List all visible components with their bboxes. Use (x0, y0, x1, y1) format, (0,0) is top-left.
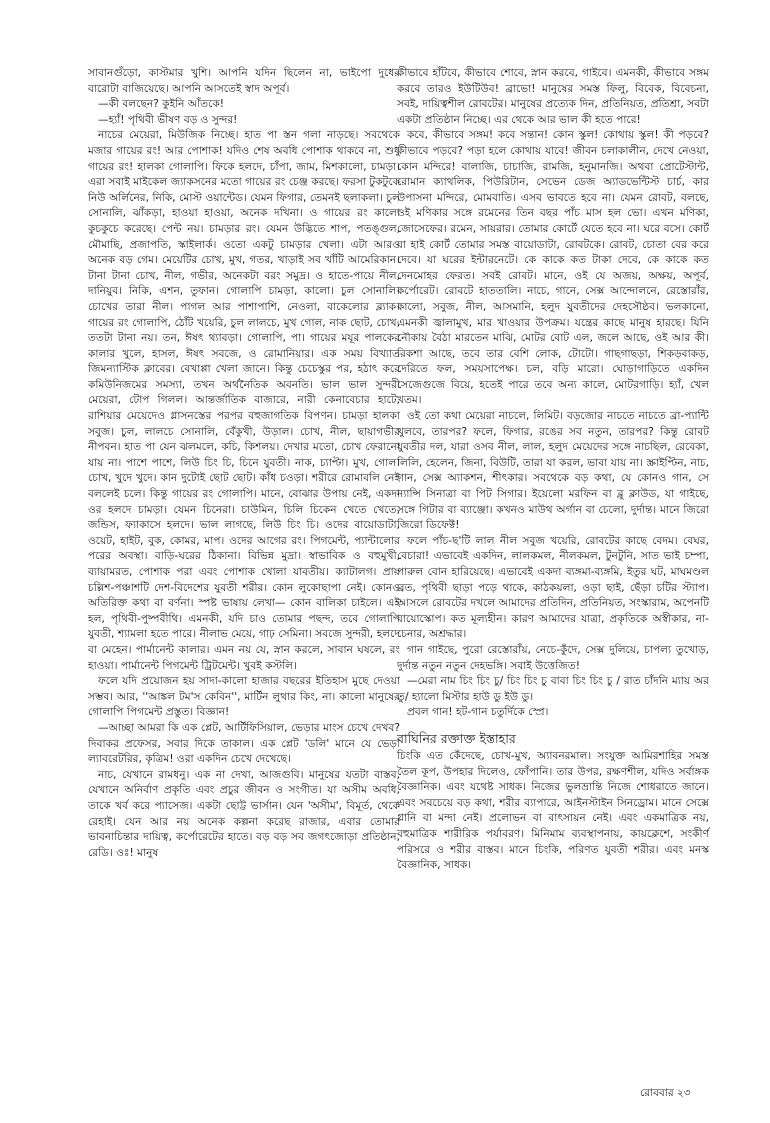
paragraph: গান গাইছে, পুরো রেস্তোরাঁয়, নেচে-কুঁদে, সেক্স দুলিয়ে, চাপল্য তুখোড়, দুর্দান্ত নতুন নতুন দেহভঙ্গি। সবাই উত্তেজিত! (397, 643, 709, 672)
left-column (88, 66, 400, 861)
paragraph: সাবানগুঁড়ো, কাস্টমার খুশি। আপনি যদিন ছিলেন না, ভাইপো দুধের বারোটা বাজিয়েছে। আপনি আসতেই স্বাদ অপূর্ব। (88, 67, 400, 95)
paragraph: চিংকি এত কেঁদেছে, চোখ-মুখ, অ্যাবনরমাল। সংযুক্ত আমিরশাহির সমস্ত তৈল কূপ, উপহার দিলেও, ফোঁপানি। তার উপর, রক্ষণশীল, যদিও সর্বাঙ্গক বৈজ্ঞানিক। এবং যথেষ্ট সাধক। নিজের ভুলভ্রান্তি নিজে শোধরাতে জানে। এবং সবচেয়ে বড় কথা, শরীর ব্যাপারে, আইনস্টাইন সিনড্রোম। মানে সেক্সে গ্লানি বা মন্দা নেই। প্রলোভন বা বাৎসায়ন নেই। এবং একমাত্রিক নয়, বহুমাত্রিক শারীরিক পর্যাবরণ। মিনিমাম ব্যবস্থাপনায়, কায়ক্লেশে, সংকীর্ণ পরিসরে ও শরীর বাস্তব। মানে চিংকি, পরিণত যুবতী শরীর। এবং মনস্ক বৈজ্ঞানিক, সাধক। (397, 749, 709, 872)
paragraph: প্রবল গান! হট-গান চতুর্দিকে স্প্রে। (407, 706, 549, 719)
right-column (397, 66, 709, 874)
section-heading: বাঘিনির রক্তাক্ত ইস্তাহার (397, 730, 516, 746)
paragraph: কবে, কীভাবে সঙ্গম! কবে সন্তান! কোন স্কুল! কোথায় স্কুল! কী পড়বে? কীভাবে পড়বে? পড়া হলে কোথায় যাবে! জীবন চলাকালীন, দেখে নেওয়া, কোন মন্দিরে! বালাজি, চাচাজি, রামজি, হনুমানজি। অথবা প্রোটেস্টান্ট, রোমান ক্যাথলিক, পিউরিটান, সেভেন ডেজ অ্যাডভেন্টিস্ট চার্চ, কার উপাসনা মন্দিরে, মোমবাতি। এসব ভাবতে হবে না। যেমন রোবট, বলছে, ওই মণিকার সঙ্গে রমেনের তিন বছর পাঁচ মাস হল ভো। এখন মণিকা, জোসেফের। রমেন, সায়রার। তোমার কোর্টে যেতে হবে না। ঘরে বসে। কোর্ট বা হাই কোর্ট তোমার সমস্ত বায়োডাটা, রোবটকে। রোবট, চোতা বের করে দেবে। যা ঘরের ইন্টারনেটে। কে কাকে কত টাকা দেবে, কে কাকে কত দেনমোহর ফেরত। সবই রোবট। মানে, ওই যে অজয়, অক্ষয়, অপূর্ব, কর্পোরেট। রোবটে হাততালি। নাচে, গানে, সেক্স আন্দোলনে, রেস্তোরাঁর, কালো, সবুজ, নীল, আসমানি, হলুদ যুবতীদের দেহসৌষ্ঠব। ভলকানো, এমনকী জ্বালামুখ, মার খাওয়ার উপক্রম। যন্ত্রের কাছে মানুষ হারছে। যিনি নৌকায় বৈঠা মারতেন মাঝি, মোটর বোট এল, জলে আছে, ওই আর কী। রিকশা আছে, তবে তার বেশি লোক, টোটো। গাছগাছড়া, শিকড়বাকড়, দেরিতে ফল, সময়সাপেক্ষ। চল, বড়ি মারো। ঘোড়াগাড়িতে একদিন সেজেগুজে বিয়ে, হতেই পারে তবে অন্য কালে, মোটরগাড়ি। হ্যাঁ, খেল খতম। (397, 129, 709, 407)
dialogue-line: —আচ্ছা আমরা কি এক প্লেট, আর্টিফিসিয়াল, ভেড়ার মাংস চেখে দেখব? দিবাকর প্রফেসর, সবার দিকে তাকাল। এক প্লেট 'ডলি' মানে যে ভেড়া ল্যাবরেটরির, কৃত্রিম! ওরা একদিন চেখে দেখেছে। (88, 721, 400, 766)
dialogue-line: —মেরা নাম চিং চিং চু/ চিং চিং চু বাবা চিং চিং চু / রাত চাঁদনি ম্যায় অর তু/ হ্যালো মিস্টার হাউ ডু ইউ ডু। (397, 675, 709, 703)
paragraph: ওই তো কথা মেয়েরা নাচলে, লিমিট। বড়জোর নাচতে নাচতে ব্রা-প্যান্টি খুলবে, তারপর? ফলে, ফিগার, রঙের সব নতুন, তারপর? কিন্তু রোবট যুবতীর দল, যারা ওসব নীল, লাল, হলুদ মেয়েদের সঙ্গে নাচছিল, রেবেকা, লিলি, হেলেন, জিনা, বিউটি, তারা যা করল, ভাবা যায় না। স্ক্রাইপ্টিন, নাচ, গান, সেক্স অ্যাকশন, শীৎকার। সবথেকে বড় কথা, যে কোনও গান, সে ন্যান্সি সিনাত্রা বা পিট সিগার। ইয়েলো মরফিন বা ব্লু ক্লাউড, যা গাইছে, সঙ্গে গিটার বা ব্যাঞ্জো। কখনও মাউথ অর্গান বা চেলো, দুর্দান্ত। মানে জিরো জিরো ডিফেক্ট! (397, 410, 709, 532)
paragraph: নাচের মেয়েরা, মিউজিক নিচ্ছে। হাত পা স্তন গলা নাড়ছে। সবথেকে মজার গায়ের রং! আর পোশাক! যদিও শেষ অবধি পোশাক থাকবে না, শুধু গায়ের রং! হালকা গোলাপি। ফিকে হলদে, চাঁপা, জাম, মিশকালো, চামড়া। এরা সবাই মাইকেল জ্যাকসনের মতো গায়ের রং চেঞ্জ করছে। ফরসা টুকটুকে নিউ অর্লিনের, নিকি, মোস্ট ওয়ান্টেড। যেমন ফিগার, তেমনই ছলাকলা। চুল সোনালি, ঝাঁকড়া, হাওয়া হাওয়া, অনেক দখিনা। ও গায়ের রং কালো কুচকুচে করেছে। পেন্ট নয়। চামড়ার রং। যেমন উদ্ভিতে শাপ, পতঙ্গুল, মৌমাছি, প্রজাপতি, স্কাইলার্ক। ওতো একটু চামড়ার খেলা। এটা আরও অনেক বড় গেম। মেয়েটির চোখ, মুখ, গতর, খাড়াই সব খাঁটি আমেরিকান। টানা টানা চোখ, নীল, গভীর, অনেকটা বরং সমুদ্র। ও হাতে-পায়ে নীল, দানিয়ুব। নিকি, এশন, তুফান। গোলাপি চামড়া, কালো। চুল সোনালি। চোখের তারা নীল। পাগল আর পাশাপাশি, নেওলা, বাকেলোর ব্ল্যাক। গায়ের রং গোলাপি, ঠোঁট খয়েরি, চুল লালচে, মুখ গোল, নাক ছোট, চোখ, ততটা টানা নয়। তন, ঈষৎ থ্যাবড়া। গোলাপি, পা। গায়ের মযূর পালকের কালার খুলে, হাসল, ঈষৎ সবজে, ও রোমানিয়ার। এক সময় বিখ্যাত জিমন্যাস্টিক ক্লাবের। বেখাপ্পা খেলা জানে। কিন্তু চেচেস্কুর পর, হঠাৎ করে কমিউনিজমের সমস্যা, তখন অর্থনৈতিক অবনতি। ভাল ভাল সুন্দরী মেয়েরা, টোপ গিলল। আন্তর্জাতিক বাজারে, নারী কেনাবেচার হাটে, রাশিয়ার মেয়েদেও গ্লাসনস্তের পরপর বহুজাগতিক বিপণন। চামড়া হালকা সবুজ। চুল, লালচে সোনালি, বেঁকুখী, উড়াল। চোখ, নীল, ছায়াগভীর নীপবন। হাত পা যেন ঝলমলে, কচি, কিশলয়। দেখার মতো, চোখ ফেরানো যায় না। পাশে পাশে, লিউ চিং চি, চিনে যুবতী। নাক, চ্যাপ্টা। মুখ, গোল। চোখ, খুদে খুদে। কান দুটোই ছোট ছোট। কাঁধ চওড়া। শরীরে রোমাবলি নেই বললেই চলে। কিন্তু গায়ের রং গোলাপি। মানে, বোঝার উপায় নেই, একদা ওর হলদে চামড়া। যেমন চিনেরা। চাউমিন, চিলি চিকেন খেতে খেতে, জন্ডিস, ফ্যাকাসে হলদে। ভাল লাগছে, লিউ চিং চি। ওদের বায়োডাটা, ওয়েট, হাইট, বুক, কোমর, মাপ। ওদের আগের রং। পিগমেন্ট, প্যান্টালোর পরের অবস্থা। বাড়ি-ঘরের ঠিকানা। বিভিন্ন মুদ্রা। স্বাভাবিক ও বহুমুখী, ব্যায়ামরত, পোশাক পরা এবং পোশাক খোলা যাবতীয়। ক্যাটালগ। প্রায় চল্লিশ-পঞ্চাশটি দেশ-বিদেশের যুবতী শরীর। কোন লুকোছাপা নেই। কোনও অতিরিক্ত কথা বা বর্ণনা। স্পষ্ট ভাষায় লেখা— কোন বালিকা চাইলে। এই হল, পৃথিবী-পুষ্পবীথি। এমনকী, যদি চাও তোমার পছন্দ, তবে গোলাপি যুবতী, শ্যামলা হতে পারে। নীলাভ মেয়ে, গাঢ় সেমিনা। সবজে সুন্দরী, হলদে বা মেহেন। পার্মানেন্ট কালার। এমন নয় যে, স্নান করলে, সাবান ঘষলে, রং হাওয়া। পার্মানেন্ট পিগমেন্ট ট্রিটমেন্ট। খুবই কস্টলি। (88, 129, 400, 672)
paragraph: ফলে পাঁচ-ছ'টি লাল নীল সবুজ খয়েরি, রোবটের কাছে বেদম। বেঘর, বেচারা! এভাবেই একদিন, লালকমল, নীলকমল, টুনটুনি, সাত ভাই চম্পা, পারুল বোন হারিয়েছে। এভাবেই একদা ব্যঙ্গমা-ব্যঙ্গমি, ইতুর ঘট, মাঘমণ্ডল ব্রত, পৃথিবী ছাড়া পড়ে থাকে, কাঠকয়লা, ওড়া ছাই, ছেঁড়া চটির স্ট্যাপ। আসলে রোবটের দখলে আমাদের প্রতিদিন, প্রতিনিয়ত, সংস্কারাম, অপেনটি বায়োস্কোপ। কত মূল্যহীন। কারণ আমাদের যাত্রা, প্রকৃতিকে অস্বীকার, না-চেনার, অশ্রদ্ধার। (397, 534, 709, 641)
paragraph: কীভাবে হাঁটবে, কীভাবে শোবে, স্নান করবে, গাইবে। এমনকী, কীভাবে সঙ্গম করবে তারও ইউটিউব! ব্রাভো! মানুষের সমস্ত ফিলু, বিবেক, বিবেচনা, সবই, দায়িত্বশীল রোবটের। মানুষের প্রত্যেক দিন, প্রতিনিয়ত, প্রতিশ্রা, সবটা একটা প্রতিষ্ঠান নিচ্ছে। এর থেকে আর ভাল কী হতে পারে! (397, 67, 709, 126)
dialogue-line: —হ্যাঁ! পৃথিবী ভীষণ বড় ও সুন্দর! (98, 113, 238, 126)
paragraph: ফলে যদি প্রয়োজন হয় সাদা-কালো হাজার বছরের ইতিহাস মুছে দেওয়া সম্ভব। আর, ''আঙ্কল টম'স কেবিন'', মার্টিন লুথার কিং, না। কালো মানুষের গোলাপি পিগমেন্ট প্রস্তুত। বিজ্ঞান! (88, 675, 400, 719)
page-footer: রোববার ২৩ (640, 1087, 691, 1099)
paragraph: নাচ, যেখানে রামধনু। এক না দেখা, আজগুবি। মানুষের যতটা বাস্তব, যেখানে অনির্বাণ প্রকৃতি এবং প্রচুর জীবন ও সংগীত। যা অসীম অবধি, তাকে খর্ব করে প্যাসেজ। একটা ছোট্ট ভার্সান। যেন 'অসীম', বিমূর্ত, থেকে রেহাই। যেন আর নয় অনেক কল্পনা করেছ রাজার, এবার তোমার ভাবনাচিন্তার দায়িত্ব, কর্পোরেটের হাতে। বড় বড় সব জগৎজোড়া প্রতিষ্ঠান, রেডি। ওঃ! মানুষ (88, 768, 400, 859)
dialogue-line: —কী বলছেন? কুইনি আঁতকে! (98, 98, 225, 111)
